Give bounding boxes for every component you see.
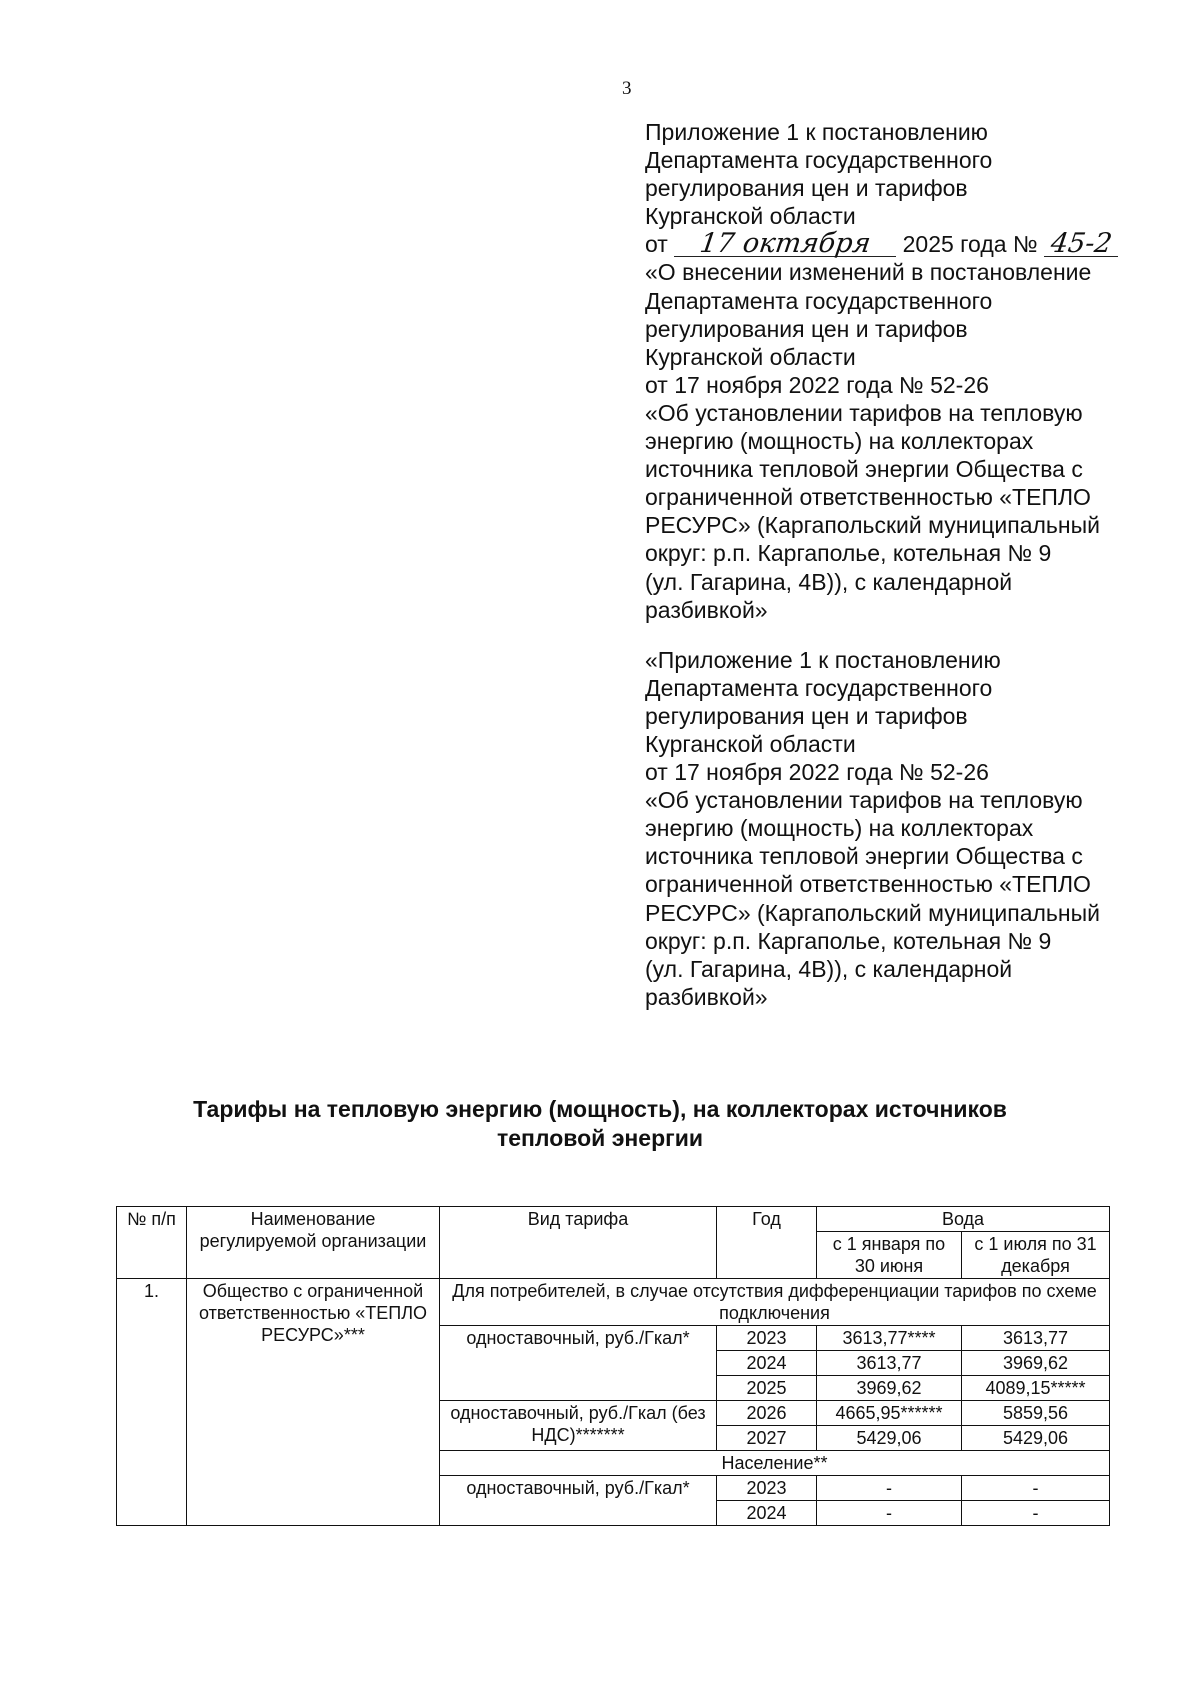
tariff-table	[116, 1206, 1110, 1526]
header-num: № п/п	[117, 1207, 187, 1279]
quoted-line: «Об установлении тарифов на тепловую	[645, 787, 1083, 814]
year-cell: 2024	[717, 1351, 817, 1376]
appendix-line: регулирования цен и тарифов	[645, 175, 968, 202]
quoted-line: ограниченной ответственностью «ТЕПЛО	[645, 871, 1091, 898]
appendix-line: ограниченной ответственностью «ТЕПЛО	[645, 484, 1091, 511]
appendix-line: Департамента государственного	[645, 147, 993, 174]
appendix-line: Курганской области	[645, 203, 856, 230]
appendix-line: регулирования цен и тарифов	[645, 315, 968, 342]
year-cell: 2026	[717, 1401, 817, 1426]
appendix-line: от 17 ноября 2022 года № 52-26	[645, 371, 989, 398]
title-line: тепловой энергии	[496, 1125, 703, 1151]
appendix-line: «О внесении изменений в постановление	[645, 259, 1092, 286]
value-cell: 4089,15*****	[962, 1376, 1110, 1401]
header-year: Год	[717, 1207, 817, 1279]
year-cell: 2023	[717, 1326, 817, 1351]
quoted-line: РЕСУРС» (Каргапольский муниципальный	[645, 899, 1100, 926]
appendix-line: источника тепловой энергии Общества с	[645, 456, 1083, 483]
quoted-line: источника тепловой энергии Общества с	[645, 843, 1083, 870]
value-cell: 5429,06	[962, 1426, 1110, 1451]
page-number: 3	[622, 78, 632, 99]
appendix-line: Департамента государственного	[645, 287, 993, 314]
appendix-line: Приложение 1 к постановлению	[645, 119, 988, 145]
header-organization: Наименование регулируемой организации	[187, 1207, 440, 1279]
value-cell: 3613,77	[817, 1351, 962, 1376]
quoted-line: энергию (мощность) на коллекторах	[645, 815, 1034, 842]
tariff-type-cell: одноставочный, руб./Гкал*	[440, 1326, 717, 1401]
header-water: Вода	[817, 1207, 1110, 1232]
title-line: Тарифы на тепловую энергию (мощность), на коллекторах источников	[193, 1096, 1007, 1122]
appendix-line: Курганской области	[645, 343, 856, 370]
value-cell: -	[962, 1476, 1110, 1501]
handwritten-date: 17 октября	[674, 232, 896, 257]
value-cell: 3969,62	[817, 1376, 962, 1401]
quoted-line: от 17 ноября 2022 года № 52-26	[645, 759, 989, 786]
value-cell: 5429,06	[817, 1426, 962, 1451]
value-cell: -	[817, 1501, 962, 1526]
value-cell: 3969,62	[962, 1351, 1110, 1376]
appendix-line: разбивкой»	[645, 596, 768, 623]
document-title	[150, 1095, 1050, 1153]
year-cell: 2025	[717, 1376, 817, 1401]
value-cell: 5859,56	[962, 1401, 1110, 1426]
year-cell: 2024	[717, 1501, 817, 1526]
organization-name: Общество с ограниченной ответственностью «ТЕПЛО РЕСУРС»***	[187, 1279, 440, 1526]
resolution-date-line	[645, 230, 1145, 258]
appendix-line: округ: р.п. Каргаполье, котельная № 9	[645, 540, 1052, 567]
value-cell: 4665,95******	[817, 1401, 962, 1426]
appendix-line: «Об установлении тарифов на тепловую	[645, 399, 1083, 426]
quoted-line: (ул. Гагарина, 4В)), с календарной	[645, 955, 1013, 982]
appendix-header	[645, 118, 1145, 1011]
value-cell: -	[817, 1476, 962, 1501]
quoted-line: разбивкой»	[645, 983, 768, 1010]
quoted-line: «Приложение 1 к постановлению	[645, 646, 1001, 673]
table-header-row	[117, 1207, 1110, 1232]
quoted-line: Курганской области	[645, 730, 856, 757]
value-cell: 3613,77****	[817, 1326, 962, 1351]
tariff-type-cell: одноставочный, руб./Гкал (без НДС)*******	[440, 1401, 717, 1451]
section-population: Население**	[440, 1451, 1110, 1476]
quoted-line: округ: р.п. Каргаполье, котельная № 9	[645, 927, 1052, 954]
handwritten-number: 45-2	[1044, 232, 1118, 257]
quoted-line: Департамента государственного	[645, 674, 993, 701]
quoted-line: регулирования цен и тарифов	[645, 702, 968, 729]
value-cell: 3613,77	[962, 1326, 1110, 1351]
header-first-half: с 1 января по 30 июня	[817, 1232, 962, 1279]
header-second-half: с 1 июля по 31 декабря	[962, 1232, 1110, 1279]
appendix-line: энергию (мощность) на коллекторах	[645, 428, 1034, 455]
date-prefix: от	[645, 231, 668, 258]
year-cell: 2023	[717, 1476, 817, 1501]
tariff-type-cell: одноставочный, руб./Гкал*	[440, 1476, 717, 1526]
appendix-line: РЕСУРС» (Каргапольский муниципальный	[645, 512, 1100, 539]
value-cell: -	[962, 1501, 1110, 1526]
header-tariff-type: Вид тарифа	[440, 1207, 717, 1279]
year-text: 2025 года №	[902, 231, 1038, 258]
row-number: 1.	[117, 1279, 187, 1526]
section-consumers: Для потребителей, в случае отсутствия дифференциации тарифов по схеме подключения	[440, 1279, 1110, 1326]
table-row	[117, 1279, 1110, 1326]
appendix-line: (ул. Гагарина, 4В)), с календарной	[645, 568, 1013, 595]
year-cell: 2027	[717, 1426, 817, 1451]
